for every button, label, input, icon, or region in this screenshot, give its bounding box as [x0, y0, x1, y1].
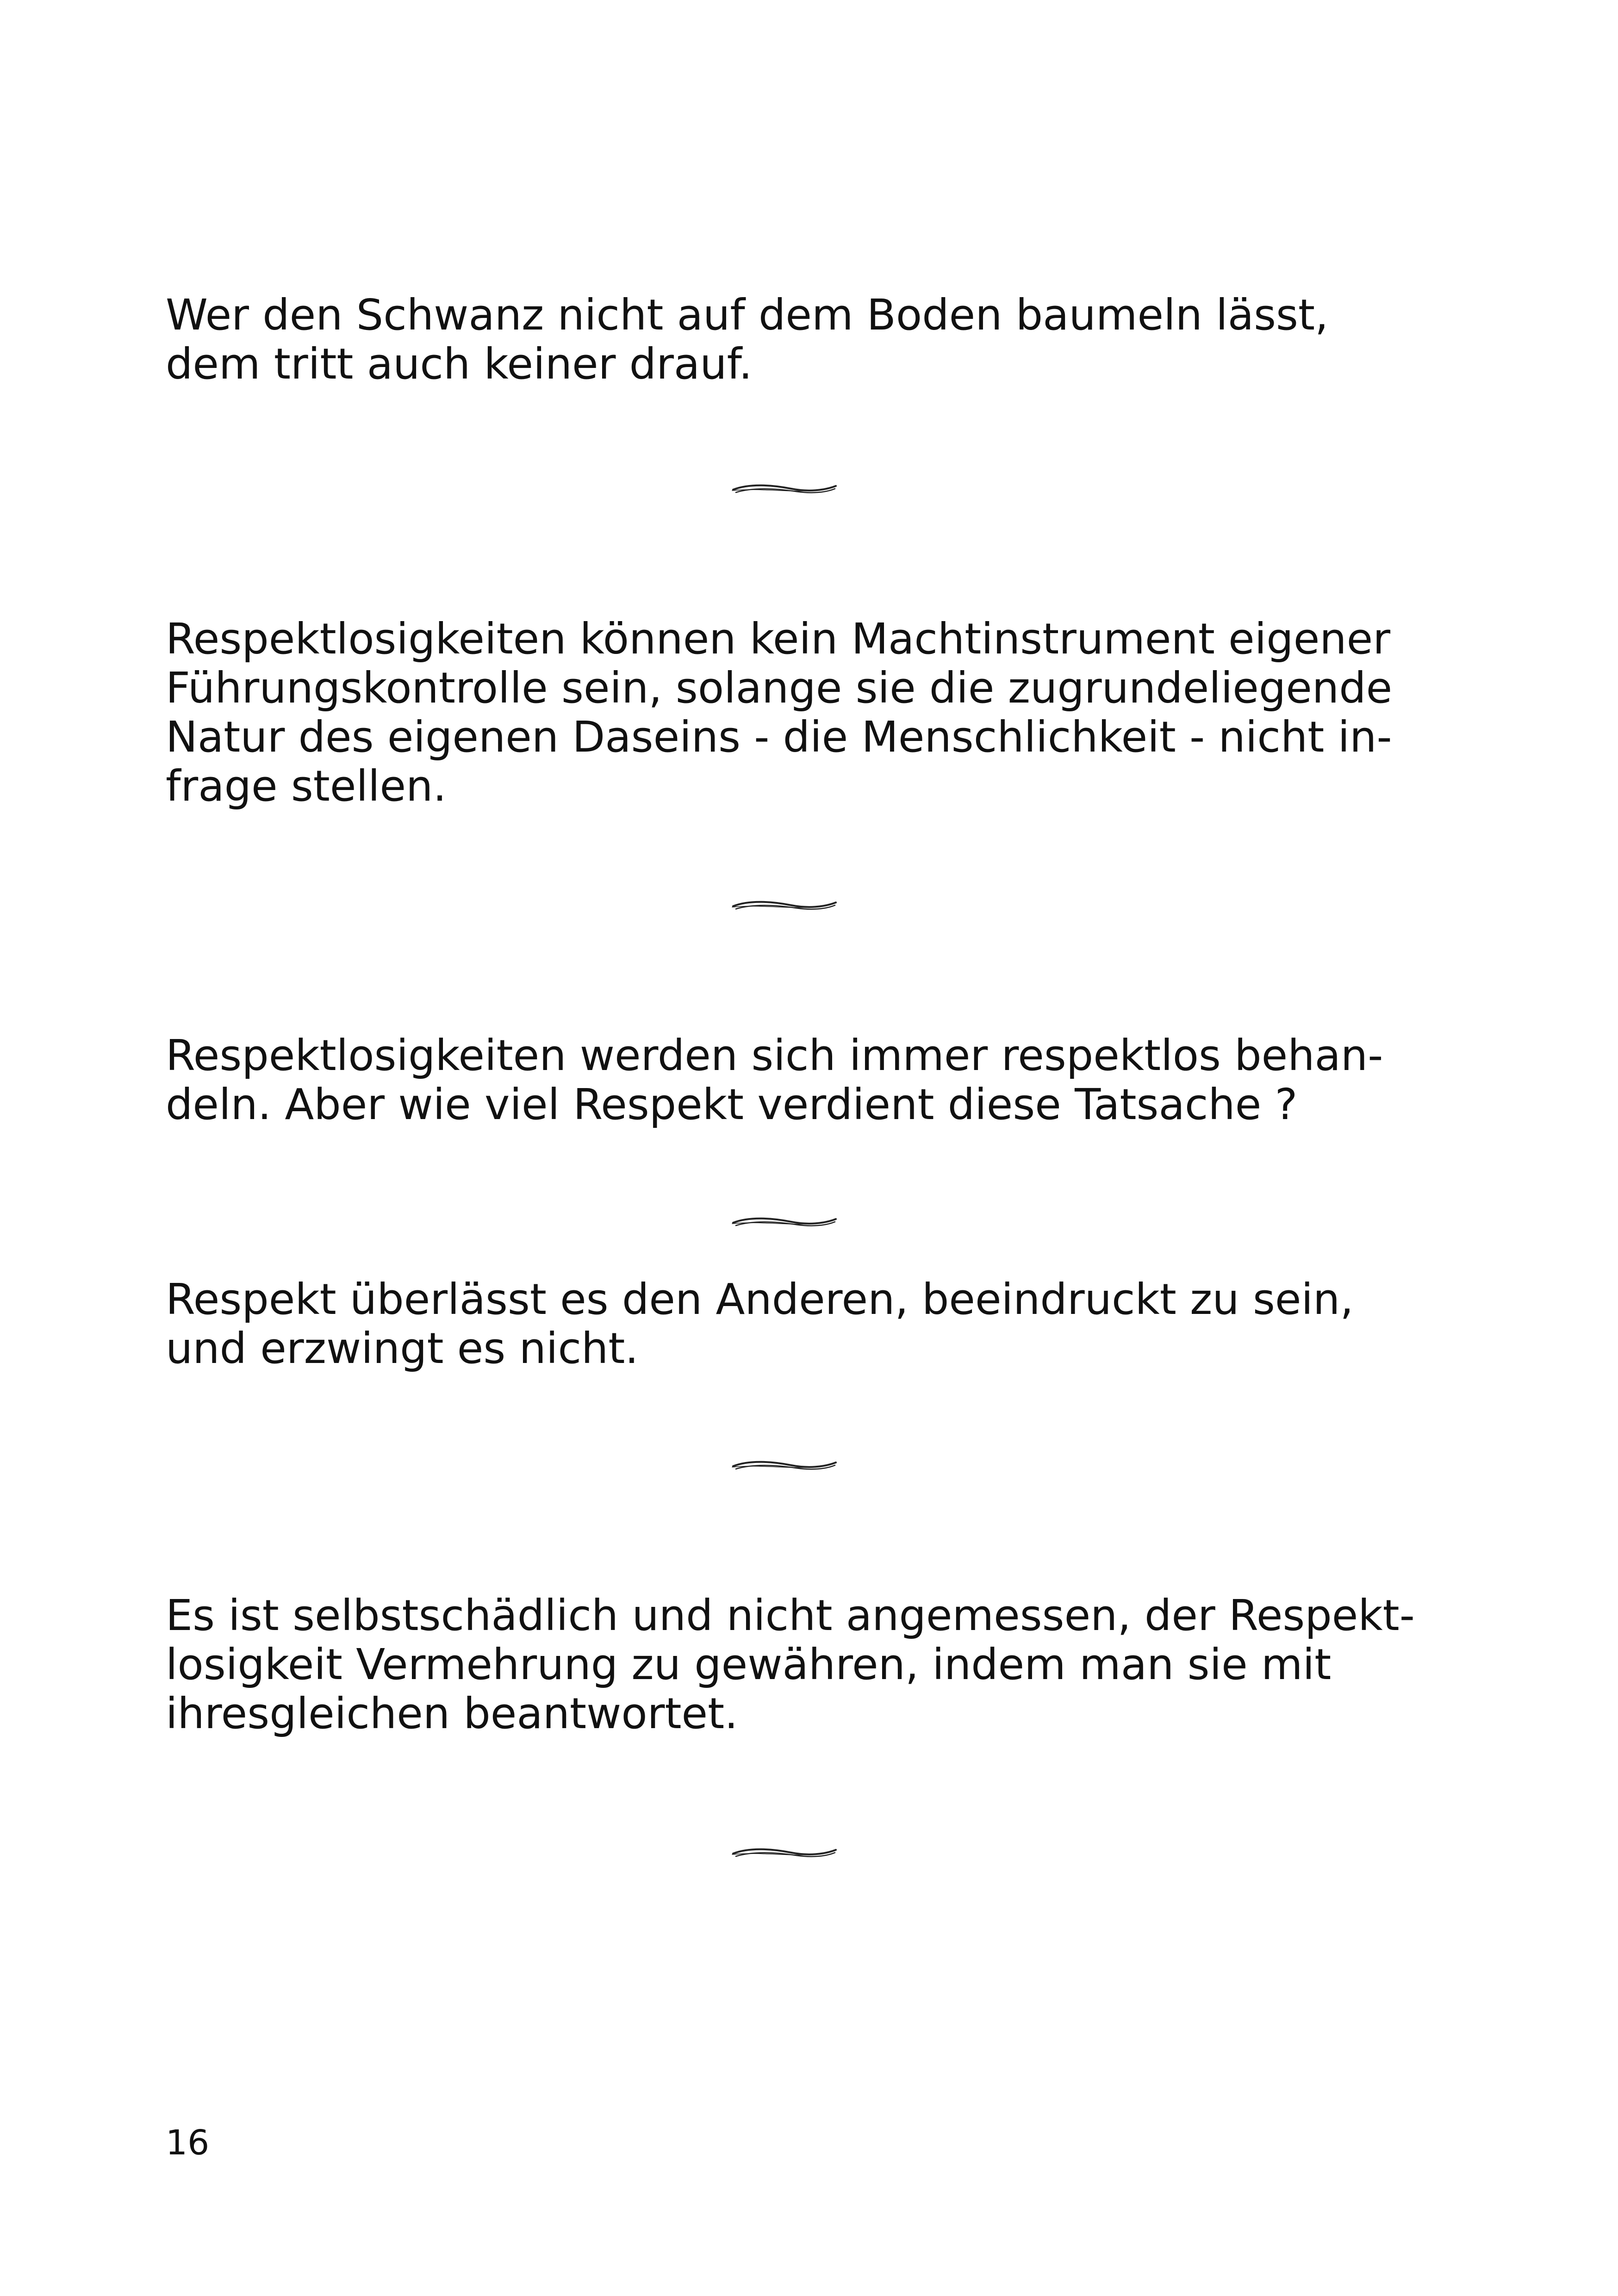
aphorism-line: ihresgleichen beantwortet. — [166, 1689, 738, 1738]
swash-ornament-icon — [731, 479, 838, 498]
aphorism-line: Wer den Schwanz nicht auf dem Boden baumeln lässt, — [166, 290, 1329, 340]
aphorism-3 — [166, 1031, 1462, 1129]
aphorism-line: Natur des eigenen Daseins - die Menschlichkeit - nicht in- — [166, 712, 1392, 762]
aphorism-line: Respektlosigkeiten werden sich immer respektlos behan- — [166, 1031, 1383, 1080]
aphorism-2 — [166, 615, 1462, 811]
aphorism-1 — [166, 291, 1462, 389]
swash-ornament-icon — [731, 1456, 838, 1475]
aphorism-line: dem tritt auch keiner drauf. — [166, 339, 753, 389]
aphorism-line: losigkeit Vermehrung zu gewähren, indem man sie mit — [166, 1640, 1332, 1689]
aphorism-5 — [166, 1591, 1462, 1738]
aphorism-line: und erzwingt es nicht. — [166, 1324, 639, 1373]
aphorism-line: frage stellen. — [166, 761, 447, 811]
swash-ornament-icon — [731, 896, 838, 915]
aphorism-line: deln. Aber wie viel Respekt verdient diese Tatsache ? — [166, 1080, 1298, 1129]
swash-ornament-icon — [731, 1213, 838, 1231]
aphorism-line: Führungskontrolle sein, solange sie die zugrundeliegende — [166, 663, 1393, 713]
aphorism-line: Es ist selbstschädlich und nicht angemessen, der Respekt- — [166, 1591, 1415, 1640]
aphorism-line: Respekt überlässt es den Anderen, beeindruckt zu sein, — [166, 1275, 1354, 1324]
aphorism-4 — [166, 1275, 1462, 1373]
page-number: 16 — [166, 2123, 210, 2163]
swash-ornament-icon — [731, 1843, 838, 1862]
aphorism-line: Respektlosigkeiten können kein Machtinstrument eigener — [166, 614, 1391, 664]
